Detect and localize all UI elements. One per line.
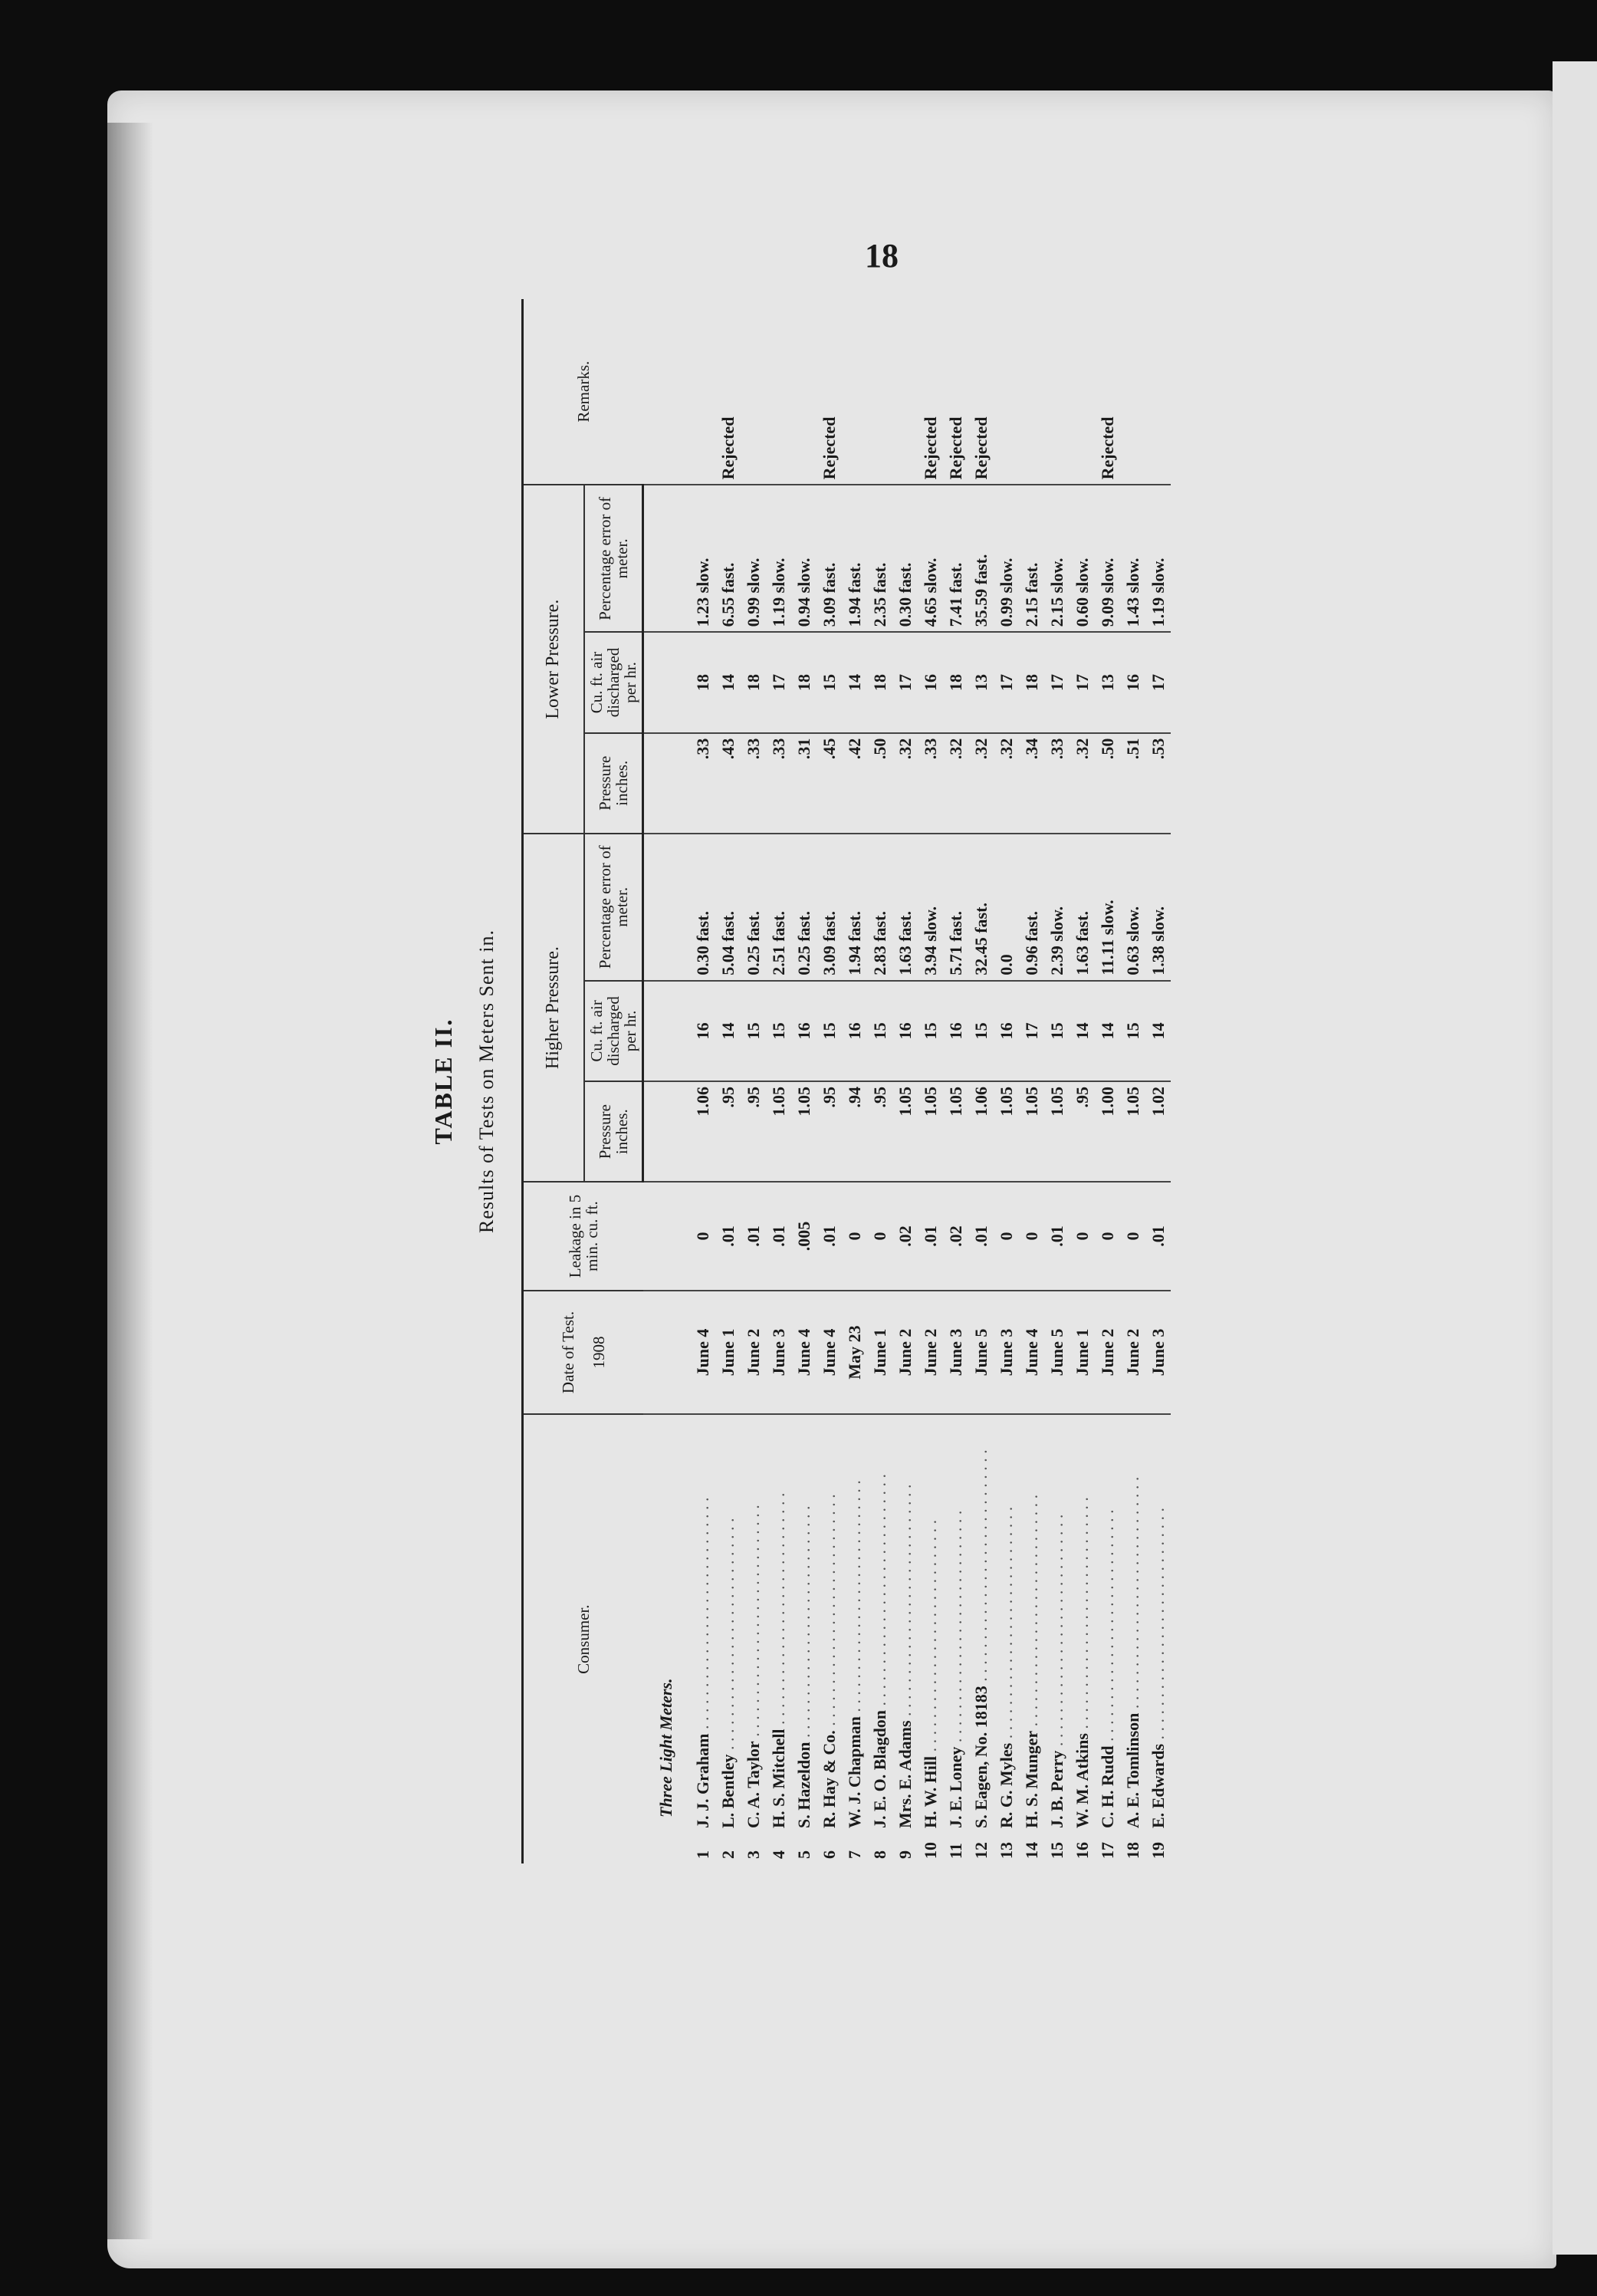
table-row bbox=[817, 299, 842, 1863]
table-row bbox=[690, 299, 715, 1863]
table-row bbox=[943, 299, 968, 1863]
row-number: 17 bbox=[1098, 1842, 1118, 1859]
header-date bbox=[523, 1291, 643, 1415]
row-number: 16 bbox=[1073, 1842, 1093, 1859]
consumer-name: C. A. Taylor bbox=[744, 1741, 764, 1828]
date-cell: June 4 bbox=[817, 1291, 842, 1415]
consumer-cell bbox=[892, 1414, 918, 1863]
consumer-cell bbox=[943, 1414, 968, 1863]
lp-cuft-cell: 17 bbox=[1044, 632, 1070, 732]
header-hp-pct: Percentage error of meter. bbox=[584, 834, 643, 981]
lp-pressure-cell: .33 bbox=[741, 733, 766, 834]
leader-dots: . . . . . . . . . . . . . . . . . . . . . . . . . . . . bbox=[744, 1505, 764, 1742]
leakage-cell: .01 bbox=[817, 1182, 842, 1290]
lp-pct-cell: 0.94 slow. bbox=[791, 485, 817, 632]
leader-dots: . . . . . . . . . . . . . . . . . . . . . . . . . . . . bbox=[845, 1480, 865, 1717]
lp-pct-cell: 0.99 slow. bbox=[994, 485, 1019, 632]
table-row bbox=[1070, 299, 1095, 1863]
remarks-cell bbox=[1019, 299, 1044, 485]
hp-pct-cell: 2.51 fast. bbox=[766, 834, 791, 981]
lp-pct-cell: 1.19 slow. bbox=[766, 485, 791, 632]
table-row bbox=[1145, 299, 1171, 1863]
hp-pct-cell: 5.04 fast. bbox=[715, 834, 741, 981]
header-hp-pressure: Pressure inches. bbox=[584, 1081, 643, 1182]
leakage-cell: .01 bbox=[968, 1182, 994, 1290]
hp-pressure-cell: .94 bbox=[842, 1081, 867, 1182]
leader-dots: . . . . . . . . . . . . . . . . . . . . . . . . . . . . bbox=[1098, 1509, 1118, 1746]
remarks-cell: Rejected bbox=[968, 299, 994, 485]
leakage-cell: .01 bbox=[766, 1182, 791, 1290]
hp-pressure-cell: 1.05 bbox=[1120, 1081, 1145, 1182]
lp-pct-cell: 4.65 slow. bbox=[918, 485, 943, 632]
lp-pressure-cell: .33 bbox=[1044, 733, 1070, 834]
remarks-cell: Rejected bbox=[943, 299, 968, 485]
leader-dots: . . . . . . . . . . . . . . . . . . . . . . . . . . . . bbox=[895, 1484, 915, 1721]
date-cell: June 3 bbox=[766, 1291, 791, 1415]
lp-cuft-cell: 18 bbox=[791, 632, 817, 732]
date-cell: June 5 bbox=[1044, 1291, 1070, 1415]
consumer-cell bbox=[690, 1414, 715, 1863]
consumer-name: A. E. Tomlinson bbox=[1123, 1712, 1143, 1828]
hp-pct-cell: 5.71 fast. bbox=[943, 834, 968, 981]
consumer-name: H. S. Mitchell bbox=[769, 1729, 789, 1828]
leakage-cell: .01 bbox=[715, 1182, 741, 1290]
remarks-cell bbox=[791, 299, 817, 485]
lp-cuft-cell: 17 bbox=[1145, 632, 1171, 732]
date-cell: May 23 bbox=[842, 1291, 867, 1415]
lp-pressure-cell: .51 bbox=[1120, 733, 1145, 834]
date-cell: June 2 bbox=[1120, 1291, 1145, 1415]
row-number: 6 bbox=[820, 1850, 840, 1859]
lp-cuft-cell: 18 bbox=[1019, 632, 1044, 732]
row-number: 4 bbox=[769, 1850, 789, 1859]
lp-cuft-cell: 17 bbox=[994, 632, 1019, 732]
consumer-name: Mrs. E. Adams bbox=[895, 1720, 915, 1828]
leakage-cell: 0 bbox=[1120, 1182, 1145, 1290]
leader-dots: . . . . . . . . . . . . . . . . . . . . . . . . . . . . bbox=[693, 1497, 713, 1734]
lp-pressure-cell: .43 bbox=[715, 733, 741, 834]
hp-pct-cell: 1.94 fast. bbox=[842, 834, 867, 981]
leader-dots: . . . . . . . . . . . . . . . . . . . . . . . . . . . . bbox=[1073, 1497, 1093, 1734]
row-number: 2 bbox=[718, 1850, 738, 1859]
remarks-cell bbox=[766, 299, 791, 485]
leader-dots: . . . . . . . . . . . . . . . . . . . . . . . . . . . . bbox=[769, 1492, 789, 1729]
lp-pressure-cell: .53 bbox=[1145, 733, 1171, 834]
lp-pressure-cell: .32 bbox=[892, 733, 918, 834]
hp-pct-cell: 0.30 fast. bbox=[690, 834, 715, 981]
hp-pct-cell: 0.96 fast. bbox=[1019, 834, 1044, 981]
hp-pressure-cell: 1.05 bbox=[892, 1081, 918, 1182]
table-subtitle: Results of Tests on Meters Sent in. bbox=[475, 929, 498, 1233]
table-row bbox=[1120, 299, 1145, 1863]
adjacent-page-edge bbox=[1553, 61, 1597, 2255]
consumer-cell bbox=[791, 1414, 817, 1863]
lp-pct-cell: 0.30 fast. bbox=[892, 485, 918, 632]
lp-pressure-cell: .32 bbox=[943, 733, 968, 834]
hp-pressure-cell: 1.05 bbox=[918, 1081, 943, 1182]
lp-pct-cell: 1.94 fast. bbox=[842, 485, 867, 632]
date-cell: June 4 bbox=[1019, 1291, 1044, 1415]
remarks-cell bbox=[690, 299, 715, 485]
table-row bbox=[766, 299, 791, 1863]
row-number: 14 bbox=[1022, 1842, 1042, 1859]
hp-cuft-cell: 14 bbox=[715, 981, 741, 1081]
consumer-name: E. Edwards bbox=[1148, 1743, 1168, 1828]
consumer-cell bbox=[1120, 1414, 1145, 1863]
lp-pressure-cell: .34 bbox=[1019, 733, 1044, 834]
hp-cuft-cell: 15 bbox=[1044, 981, 1070, 1081]
lp-pressure-cell: .42 bbox=[842, 733, 867, 834]
date-cell: June 2 bbox=[892, 1291, 918, 1415]
hp-pressure-cell: .95 bbox=[817, 1081, 842, 1182]
table-row bbox=[741, 299, 766, 1863]
consumer-name: W. J. Chapman bbox=[845, 1716, 865, 1828]
remarks-cell bbox=[892, 299, 918, 485]
lp-pct-cell: 1.19 slow. bbox=[1145, 485, 1171, 632]
leakage-cell: .02 bbox=[943, 1182, 968, 1290]
lp-cuft-cell: 16 bbox=[1120, 632, 1145, 732]
lp-cuft-cell: 18 bbox=[690, 632, 715, 732]
hp-pressure-cell: 1.06 bbox=[968, 1081, 994, 1182]
hp-pressure-cell: 1.05 bbox=[766, 1081, 791, 1182]
hp-pressure-cell: .95 bbox=[741, 1081, 766, 1182]
hp-cuft-cell: 16 bbox=[994, 981, 1019, 1081]
hp-cuft-cell: 15 bbox=[741, 981, 766, 1081]
date-cell: June 3 bbox=[1145, 1291, 1171, 1415]
consumer-cell bbox=[715, 1414, 741, 1863]
leader-dots: . . . . . . . . . . . . . . . . . . . . . . . . . . . . bbox=[870, 1473, 890, 1710]
section-row bbox=[643, 299, 691, 1863]
results-table bbox=[521, 299, 1171, 1863]
header-higher-pressure: Higher Pressure. bbox=[523, 834, 585, 1182]
hp-pressure-cell: 1.06 bbox=[690, 1081, 715, 1182]
header-lp-pressure: Pressure inches. bbox=[584, 733, 643, 834]
lp-pct-cell: 2.15 fast. bbox=[1019, 485, 1044, 632]
row-number: 10 bbox=[921, 1842, 941, 1859]
lp-pct-cell: 9.09 slow. bbox=[1095, 485, 1120, 632]
hp-cuft-cell: 15 bbox=[817, 981, 842, 1081]
lp-pressure-cell: .32 bbox=[994, 733, 1019, 834]
header-consumer: Consumer. bbox=[573, 1604, 593, 1674]
hp-pct-cell: 0.0 bbox=[994, 834, 1019, 981]
row-number: 13 bbox=[997, 1842, 1017, 1859]
remarks-cell: Rejected bbox=[817, 299, 842, 485]
leakage-cell: 0 bbox=[1019, 1182, 1044, 1290]
consumer-cell bbox=[1070, 1414, 1095, 1863]
hp-pct-cell: 2.83 fast. bbox=[867, 834, 892, 981]
consumer-name: H. S. Munger bbox=[1022, 1730, 1042, 1828]
consumer-name: W. M. Atkins bbox=[1073, 1733, 1093, 1828]
leader-dots: . . . . . . . . . . . . . . . . . . . . . . . . . . . . bbox=[1047, 1514, 1067, 1751]
leakage-cell: .01 bbox=[1044, 1182, 1070, 1290]
hp-cuft-cell: 14 bbox=[1095, 981, 1120, 1081]
leader-dots: . . . . . . . . . . . . . . . . . . . . . . . . . . . . bbox=[1148, 1507, 1168, 1744]
consumer-name: J. J. Graham bbox=[693, 1733, 713, 1828]
hp-cuft-cell: 17 bbox=[1019, 981, 1044, 1081]
remarks-cell bbox=[867, 299, 892, 485]
hp-pressure-cell: .95 bbox=[1070, 1081, 1095, 1182]
header-date-label: Date of Test. bbox=[558, 1311, 577, 1394]
hp-pct-cell: 1.63 fast. bbox=[892, 834, 918, 981]
hp-pct-cell: 1.63 fast. bbox=[1070, 834, 1095, 981]
leader-dots: . . . . . . . . . . . . . . . . . . . . . . . . . . . . bbox=[1123, 1476, 1143, 1713]
lp-pct-cell: 6.55 fast. bbox=[715, 485, 741, 632]
row-number: 3 bbox=[744, 1850, 764, 1859]
consumer-name: J. E. Loney bbox=[946, 1746, 966, 1828]
row-number: 11 bbox=[946, 1843, 966, 1859]
row-number: 9 bbox=[895, 1850, 915, 1859]
lp-cuft-cell: 18 bbox=[867, 632, 892, 732]
lp-cuft-cell: 18 bbox=[741, 632, 766, 732]
lp-pressure-cell: .33 bbox=[766, 733, 791, 834]
lp-cuft-cell: 18 bbox=[943, 632, 968, 732]
row-number: 8 bbox=[870, 1850, 890, 1859]
leakage-cell: 0 bbox=[690, 1182, 715, 1290]
hp-cuft-cell: 16 bbox=[690, 981, 715, 1081]
hp-pct-cell: 1.38 slow. bbox=[1145, 834, 1171, 981]
leakage-cell: .02 bbox=[892, 1182, 918, 1290]
leakage-cell: .01 bbox=[741, 1182, 766, 1290]
hp-pressure-cell: 1.05 bbox=[1019, 1081, 1044, 1182]
lp-cuft-cell: 13 bbox=[1095, 632, 1120, 732]
lp-pct-cell: 1.23 slow. bbox=[690, 485, 715, 632]
row-number: 18 bbox=[1123, 1842, 1143, 1859]
consumer-name: L. Bentley bbox=[718, 1754, 738, 1828]
hp-pressure-cell: .95 bbox=[715, 1081, 741, 1182]
hp-pressure-cell: 1.05 bbox=[1044, 1081, 1070, 1182]
consumer-cell bbox=[766, 1414, 791, 1863]
remarks-cell bbox=[1145, 299, 1171, 485]
date-cell: June 5 bbox=[968, 1291, 994, 1415]
lp-cuft-cell: 13 bbox=[968, 632, 994, 732]
leader-dots: . . . . . . . . . . . . . . . . . . . . . . . . . . . . bbox=[997, 1506, 1017, 1743]
hp-cuft-cell: 15 bbox=[918, 981, 943, 1081]
lp-pct-cell: 1.43 slow. bbox=[1120, 485, 1145, 632]
lp-pressure-cell: .33 bbox=[918, 733, 943, 834]
rotated-table-block bbox=[414, 299, 1365, 1863]
date-cell: June 1 bbox=[867, 1291, 892, 1415]
consumer-cell bbox=[918, 1414, 943, 1863]
header-year: 1908 bbox=[589, 1336, 608, 1369]
lp-pressure-cell: .32 bbox=[1070, 733, 1095, 834]
hp-cuft-cell: 16 bbox=[791, 981, 817, 1081]
leader-dots: . . . . . . . . . . . . . . . . . . . . . . . . . . . . bbox=[921, 1519, 941, 1756]
date-cell: June 4 bbox=[690, 1291, 715, 1415]
hp-pct-cell: 0.25 fast. bbox=[791, 834, 817, 981]
remarks-cell: Rejected bbox=[918, 299, 943, 485]
leakage-cell: .005 bbox=[791, 1182, 817, 1290]
date-cell: June 2 bbox=[1095, 1291, 1120, 1415]
hp-pressure-cell: 1.05 bbox=[943, 1081, 968, 1182]
hp-cuft-cell: 15 bbox=[867, 981, 892, 1081]
lp-pressure-cell: .50 bbox=[867, 733, 892, 834]
remarks-cell bbox=[842, 299, 867, 485]
lp-pct-cell: 35.59 fast. bbox=[968, 485, 994, 632]
hp-cuft-cell: 14 bbox=[1145, 981, 1171, 1081]
header-lower-pressure: Lower Pressure. bbox=[523, 485, 585, 833]
leader-dots: . . . . . . . . . . . . . . . . . . . . . . . . . . . . bbox=[820, 1494, 840, 1731]
hp-cuft-cell: 15 bbox=[968, 981, 994, 1081]
consumer-cell bbox=[867, 1414, 892, 1863]
remarks-cell bbox=[994, 299, 1019, 485]
date-cell: June 3 bbox=[994, 1291, 1019, 1415]
date-cell: June 1 bbox=[715, 1291, 741, 1415]
hp-pct-cell: 3.94 slow. bbox=[918, 834, 943, 981]
hp-pressure-cell: 1.05 bbox=[791, 1081, 817, 1182]
lp-pressure-cell: .50 bbox=[1095, 733, 1120, 834]
consumer-cell bbox=[741, 1414, 766, 1863]
row-number: 5 bbox=[794, 1850, 814, 1859]
hp-pct-cell: 2.39 slow. bbox=[1044, 834, 1070, 981]
table-row bbox=[715, 299, 741, 1863]
header-hp-cuft: Cu. ft. air discharged per hr. bbox=[584, 981, 643, 1081]
table-title: TABLE II. bbox=[429, 1018, 457, 1145]
consumer-name: C. H. Rudd bbox=[1098, 1745, 1118, 1828]
consumer-name: R. Hay & Co. bbox=[820, 1730, 840, 1828]
row-number: 1 bbox=[693, 1850, 713, 1859]
consumer-name: J. E. O. Blagdon bbox=[870, 1709, 890, 1828]
leakage-cell: 0 bbox=[994, 1182, 1019, 1290]
consumer-cell bbox=[817, 1414, 842, 1863]
consumer-name: H. W. Hill bbox=[921, 1755, 941, 1828]
date-cell: June 3 bbox=[943, 1291, 968, 1415]
header-leakage: Leakage in 5 min. cu. ft. bbox=[523, 1182, 643, 1290]
date-cell: June 4 bbox=[791, 1291, 817, 1415]
lp-pct-cell: 0.99 slow. bbox=[741, 485, 766, 632]
table-row bbox=[1095, 299, 1120, 1863]
row-number: 15 bbox=[1047, 1842, 1067, 1859]
consumer-name: R. G. Myles bbox=[997, 1742, 1017, 1828]
remarks-cell bbox=[741, 299, 766, 485]
lp-pct-cell: 2.15 slow. bbox=[1044, 485, 1070, 632]
hp-pct-cell: 3.09 fast. bbox=[817, 834, 842, 981]
hp-pressure-cell: 1.02 bbox=[1145, 1081, 1171, 1182]
lp-cuft-cell: 17 bbox=[892, 632, 918, 732]
leakage-cell: 0 bbox=[1095, 1182, 1120, 1290]
consumer-cell bbox=[968, 1414, 994, 1863]
table-row bbox=[918, 299, 943, 1863]
consumer-cell bbox=[1044, 1414, 1070, 1863]
page-edge-shadow bbox=[107, 123, 153, 2239]
consumer-name: S. Hazeldon bbox=[794, 1742, 814, 1828]
date-cell: June 2 bbox=[918, 1291, 943, 1415]
lp-pct-cell: 7.41 fast. bbox=[943, 485, 968, 632]
hp-cuft-cell: 14 bbox=[1070, 981, 1095, 1081]
hp-pressure-cell: .95 bbox=[867, 1081, 892, 1182]
consumer-cell bbox=[842, 1414, 867, 1863]
hp-cuft-cell: 16 bbox=[892, 981, 918, 1081]
lp-pressure-cell: .31 bbox=[791, 733, 817, 834]
row-number: 19 bbox=[1148, 1842, 1168, 1859]
consumer-cell bbox=[1145, 1414, 1171, 1863]
leader-dots: . . . . . . . . . . . . . . . . . . . . . . . . . . . . bbox=[946, 1510, 966, 1747]
hp-pct-cell: 0.63 slow. bbox=[1120, 834, 1145, 981]
lp-pressure-cell: .32 bbox=[968, 733, 994, 834]
page-number: 18 bbox=[865, 237, 899, 275]
lp-pressure-cell: .45 bbox=[817, 733, 842, 834]
lp-cuft-cell: 15 bbox=[817, 632, 842, 732]
leakage-cell: 0 bbox=[1070, 1182, 1095, 1290]
remarks-cell: Rejected bbox=[1095, 299, 1120, 485]
consumer-name: S. Eagen, No. 18183 bbox=[971, 1686, 991, 1828]
leakage-cell: 0 bbox=[867, 1182, 892, 1290]
consumer-cell bbox=[994, 1414, 1019, 1863]
hp-cuft-cell: 15 bbox=[766, 981, 791, 1081]
date-cell: June 1 bbox=[1070, 1291, 1095, 1415]
remarks-cell bbox=[1120, 299, 1145, 485]
lp-cuft-cell: 16 bbox=[918, 632, 943, 732]
row-number: 12 bbox=[971, 1842, 991, 1859]
hp-cuft-cell: 16 bbox=[842, 981, 867, 1081]
hp-pct-cell: 11.11 slow. bbox=[1095, 834, 1120, 981]
lp-cuft-cell: 14 bbox=[842, 632, 867, 732]
leader-dots: . . . . . . . . . . . . . . . . . . . . . . . . . . . . bbox=[794, 1505, 814, 1742]
lp-pct-cell: 0.60 slow. bbox=[1070, 485, 1095, 632]
row-number: 7 bbox=[845, 1850, 865, 1859]
table-row bbox=[892, 299, 918, 1863]
hp-pressure-cell: 1.05 bbox=[994, 1081, 1019, 1182]
lp-pressure-cell: .33 bbox=[690, 733, 715, 834]
table-row bbox=[791, 299, 817, 1863]
lp-cuft-cell: 14 bbox=[715, 632, 741, 732]
consumer-cell bbox=[1019, 1414, 1044, 1863]
remarks-cell: Rejected bbox=[715, 299, 741, 485]
lp-pct-cell: 3.09 fast. bbox=[817, 485, 842, 632]
leakage-cell: .01 bbox=[1145, 1182, 1171, 1290]
header-lp-cuft: Cu. ft. air discharged per hr. bbox=[584, 632, 643, 732]
consumer-cell bbox=[1095, 1414, 1120, 1863]
table-row bbox=[867, 299, 892, 1863]
header-lp-pct: Percentage error of meter. bbox=[584, 485, 643, 632]
remarks-cell bbox=[1070, 299, 1095, 485]
lp-cuft-cell: 17 bbox=[766, 632, 791, 732]
remarks-cell bbox=[1044, 299, 1070, 485]
consumer-name: J. B. Perry bbox=[1047, 1750, 1067, 1828]
hp-cuft-cell: 16 bbox=[943, 981, 968, 1081]
table-row bbox=[1019, 299, 1044, 1863]
date-cell: June 2 bbox=[741, 1291, 766, 1415]
lp-cuft-cell: 17 bbox=[1070, 632, 1095, 732]
leader-dots: . . . . . . . . . . . . . . . . . . . . . . . . . . . . bbox=[1022, 1494, 1042, 1731]
table-row bbox=[842, 299, 867, 1863]
hp-pct-cell: 0.25 fast. bbox=[741, 834, 766, 981]
hp-pressure-cell: 1.00 bbox=[1095, 1081, 1120, 1182]
leader-dots: . . . . . . . . . . . . . . . . . . . . . . . . . . . . bbox=[718, 1518, 738, 1755]
table-row bbox=[994, 299, 1019, 1863]
leakage-cell: 0 bbox=[842, 1182, 867, 1290]
table-row bbox=[968, 299, 994, 1863]
leakage-cell: .01 bbox=[918, 1182, 943, 1290]
section-label: Three Light Meters. bbox=[656, 1678, 676, 1817]
header-remarks: Remarks. bbox=[523, 299, 643, 485]
lp-pct-cell: 2.35 fast. bbox=[867, 485, 892, 632]
hp-pct-cell: 32.45 fast. bbox=[968, 834, 994, 981]
hp-cuft-cell: 15 bbox=[1120, 981, 1145, 1081]
table-row bbox=[1044, 299, 1070, 1863]
leader-dots: . . . . . . . . . . . . . . . . . . . . . . . . . . . . bbox=[971, 1449, 991, 1686]
